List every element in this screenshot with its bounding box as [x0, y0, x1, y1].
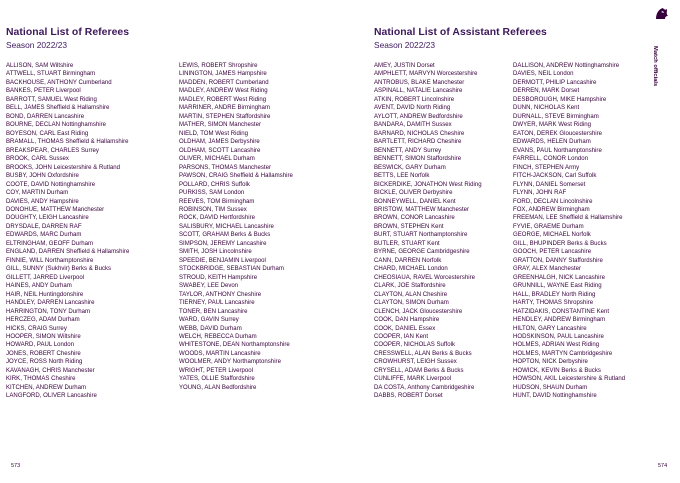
list-item: DUNN, NICHOLAS Kent	[513, 105, 580, 112]
list-item: WEBB, DAVID Durham	[179, 325, 242, 332]
list-item: FLYNN, DANIEL Somerset	[513, 181, 586, 188]
list-item: BICKERDIKE, JONATHON West Riding	[374, 181, 482, 188]
list-item: CHEOSIAUA, RAVEL Worcestershire	[374, 274, 475, 281]
list-item: SALISBURY, MICHAEL Lancashire	[179, 223, 274, 230]
list-item: HUNT, DAVID Nottinghamshire	[513, 393, 597, 400]
list-item: BOURNE, DECLAN Nottinghamshire	[6, 122, 107, 129]
list-item: DABBS, ROBERT Dorset	[374, 393, 443, 400]
list-item: HOLMES, ADRIAN West Riding	[513, 342, 600, 349]
list-item: FINNIE, WILL Northamptonshire	[6, 257, 94, 264]
list-item: CROWHURST, LEIGH Sussex	[374, 359, 457, 366]
list-item: FOX, ANDREW Birmingham	[513, 206, 590, 213]
list-item: CLAYTON, SIMON Durham	[374, 300, 449, 307]
list-item: CHARD, MICHAEL London	[374, 266, 448, 273]
list-item: HOWICK, KEVIN Berks & Bucks	[513, 367, 601, 374]
list-item: COOK, DANIEL Essex	[374, 325, 436, 332]
list-item: ROCK, DAVID Hertfordshire	[179, 215, 255, 222]
page-number-left: 573	[11, 463, 21, 469]
list-item: WELCH, REBECCA Durham	[179, 334, 257, 340]
list-item: HENDLEY, ANDREW Birmingham	[513, 317, 606, 324]
list-item: WRIGHT, PETER Liverpool	[179, 367, 254, 374]
list-item: BENNETT, ANDY Surrey	[374, 147, 442, 154]
list-item: SWABEY, LEE Devon	[179, 283, 239, 290]
list-item: POLLARD, CHRIS Suffolk	[179, 181, 250, 188]
assistants-column-2	[513, 62, 625, 401]
list-item: FLYNN, JOHN RAF	[513, 190, 567, 197]
list-item: BROWN, CONOR Lancashire	[374, 215, 455, 222]
list-item: CRESSWELL, ALAN Berks & Bucks	[374, 350, 472, 357]
list-item: HOLMES, MARTYN Cambridgeshire	[513, 350, 613, 357]
list-item: AYLOTT, ANDREW Bedfordshire	[374, 113, 463, 120]
list-item: GOOCH, PETER Lancashire	[513, 249, 592, 256]
list-item: CANN, DARREN Norfolk	[374, 257, 442, 264]
list-item: CRYSELL, ADAM Berks & Bucks	[374, 367, 464, 374]
list-item: HANDLEY, DARREN Lancashire	[6, 300, 95, 307]
list-item: HOOPER, SIMON Wiltshire	[6, 334, 81, 340]
list-item: SIMPSON, JEREMY Lancashire	[179, 240, 267, 247]
list-item: LININGTON, JAMES Hampshire	[179, 71, 267, 78]
list-item: HODSKINSON, PAUL Lancashire	[513, 334, 604, 340]
list-item: CUNLIFFE, MARK Liverpool	[374, 376, 452, 383]
list-item: DESBOROUGH, MIKE Hampshire	[513, 96, 607, 103]
list-item: TONER, BEN Lancashire	[179, 308, 248, 315]
list-item: MARRINER, ANDRE Birmingham	[179, 105, 270, 112]
list-item: TAYLOR, ANTHONY Cheshire	[179, 291, 262, 298]
list-item: BROWN, STEPHEN Kent	[374, 223, 444, 230]
list-item: FORD, DECLAN Lincolnshire	[513, 198, 593, 205]
list-item: YATES, OLLIE Staffordshire	[179, 376, 255, 383]
list-item: BETTS, LEE Norfolk	[374, 173, 430, 180]
list-item: DERMOTT, PHILIP Lancashire	[513, 79, 597, 86]
list-item: CLARK, JOE Staffordshire	[374, 283, 446, 290]
list-item: REEVES, TOM Birmingham	[179, 198, 255, 205]
list-item: HAINES, ANDY Durham	[6, 283, 72, 290]
list-item: DAVIES, NEIL London	[513, 71, 574, 78]
list-item: HOWARD, PAUL London	[6, 342, 75, 349]
list-item: SPEEDIE, BENJAMIN Liverpool	[179, 257, 266, 264]
list-item: OLDHAM, SCOTT Lancashire	[179, 147, 261, 154]
list-item: WOODS, MARTIN Lancashire	[179, 350, 261, 357]
list-item: BOYESON, CARL East Riding	[6, 130, 89, 137]
list-item: FREEMAN, LEE Sheffield & Hallamshire	[513, 215, 623, 222]
list-item: MADLEY, ROBERT West Riding	[179, 96, 267, 103]
assistants-column-1	[374, 62, 482, 401]
list-item: WHITESTONE, DEAN Northamptonshire	[179, 342, 290, 349]
list-item: DONOHUE, MATTHEW Manchester	[6, 206, 105, 213]
list-item: HALL, BRADLEY North Riding	[513, 291, 596, 298]
list-item: KITCHEN, ANDREW Durham	[6, 384, 87, 391]
list-item: SMITH, JOSH Lincolnshire	[179, 249, 252, 256]
list-item: BICKLE, OLIVER Derbyshire	[374, 190, 453, 197]
list-item: AMEY, JUSTIN Dorset	[374, 63, 435, 69]
list-item: ENGLAND, DARREN Sheffield & Hallamshire	[6, 249, 130, 256]
list-item: STOCKBRIDGE, SEBASTIAN Durham	[179, 266, 284, 273]
right-page	[340, 0, 680, 483]
list-item: OLDHAM, JAMES Derbyshire	[179, 139, 260, 146]
list-item: BREAKSPEAR, CHARLES Surrey	[6, 147, 99, 154]
list-item: COOTE, DAVID Nottinghamshire	[6, 181, 96, 188]
list-item: BURT, STUART Northamptonshire	[374, 232, 468, 239]
list-item: HERCZEG, ADAM Durham	[6, 317, 80, 324]
list-item: STROUD, KEITH Hampshire	[179, 274, 258, 281]
list-item: MATHER, SIMON Manchester	[179, 122, 262, 129]
list-item: HUDSON, SHAUN Durham	[513, 384, 588, 391]
assistants-season: Season 2022/23	[374, 40, 436, 50]
list-item: BROOK, CARL Sussex	[6, 156, 69, 163]
list-item: YOUNG, ALAN Bedfordshire	[179, 384, 257, 391]
referees-column-1	[6, 62, 129, 401]
list-item: OLIVER, MICHAEL Durham	[179, 156, 255, 163]
list-item: GILL, BHUPINDER Berks & Bucks	[513, 240, 607, 247]
list-item: BARROTT, SAMUEL West Riding	[6, 96, 97, 103]
list-item: BUSBY, JOHN Oxfordshire	[6, 173, 79, 180]
list-item: BENNETT, SIMON Staffordshire	[374, 156, 462, 163]
list-item: BARNARD, NICHOLAS Cheshire	[374, 130, 465, 137]
list-item: KAVANAGH, CHRIS Manchester	[6, 367, 95, 374]
list-item: EATON, DEREK Gloucestershire	[513, 130, 603, 137]
list-item: BRAMALL, THOMAS Sheffield & Hallamshire	[6, 139, 129, 146]
list-item: WARD, GAVIN Surrey	[179, 317, 239, 324]
list-item: FYVIE, GRAEME Durham	[513, 223, 584, 230]
list-item: DWYER, MARK West Riding	[513, 122, 591, 129]
list-item: HAIR, NEIL Huntingdonshire	[6, 291, 84, 298]
list-item: BUTLER, STUART Kent	[374, 240, 440, 247]
list-item: JOYCE, ROSS North Riding	[6, 359, 83, 366]
list-item: WOOLMER, ANDY Northamptonshire	[179, 359, 281, 366]
list-item: EDWARDS, HELEN Durham	[513, 139, 591, 146]
list-item: PURKISS, SAM London	[179, 190, 245, 197]
list-item: GILL, SUNNY (Sukhvir) Berks & Bucks	[6, 266, 112, 273]
list-item: BONNEYWELL, DANIEL Kent	[374, 198, 456, 205]
list-item: JONES, ROBERT Cheshire	[6, 350, 81, 357]
list-item: ROBINSON, TIM Sussex	[179, 206, 247, 213]
list-item: CLAYTON, ALAN Cheshire	[374, 291, 448, 298]
list-item: MADDEN, ROBERT Cumberland	[179, 79, 269, 86]
list-item: FARRELL, CONOR London	[513, 156, 589, 163]
list-item: BROOKS, JOHN Leicestershire & Rutland	[6, 164, 120, 171]
list-item: HICKS, CRAIG Surrey	[6, 325, 67, 332]
list-item: CLENCH, JACK Gloucestershire	[374, 308, 463, 315]
list-item: MARTIN, STEPHEN Staffordshire	[179, 113, 271, 120]
list-item: COY, MARTIN Durham	[6, 190, 69, 197]
list-item: PAWSON, CRAIG Sheffield & Hallamshire	[179, 173, 293, 180]
list-item: HATZIDAKIS, CONSTANTINE Kent	[513, 308, 610, 315]
list-item: FINCH, STEPHEN Army	[513, 164, 580, 171]
lion-crest-icon	[652, 4, 672, 24]
list-item: ANTROBUS, BLAKE Manchester	[374, 79, 465, 86]
list-item: DAVIES, ANDY Hampshire	[6, 198, 79, 205]
list-item: COOPER, IAN Kent	[374, 334, 429, 340]
list-item: DOUGHTY, LEIGH Lancashire	[6, 215, 89, 222]
list-item: BACKHOUSE, ANTHONY Cumberland	[6, 79, 112, 86]
list-item: BANDARA, DAMITH Sussex	[374, 122, 452, 129]
section-side-label: Match officials	[652, 46, 658, 87]
list-item: PARSONS, THOMAS Manchester	[179, 164, 272, 171]
list-item: LANGFORD, OLIVER Lancashire	[6, 393, 97, 400]
list-item: AVENT, DAVID North Riding	[374, 105, 451, 112]
list-item: BANKES, PETER Liverpool	[6, 88, 81, 95]
list-item: GILLETT, JARRED Liverpool	[6, 274, 85, 281]
list-item: BARTLETT, RICHARD Cheshire	[374, 139, 462, 146]
list-item: LEWIS, ROBERT Shropshire	[179, 63, 258, 69]
list-item: BELL, JAMES Sheffield & Hallamshire	[6, 105, 110, 112]
list-item: DERREN, MARK Dorset	[513, 88, 580, 95]
list-item: COOK, DAN Hampshire	[374, 317, 440, 324]
assistants-title: National List of Assistant Referees	[374, 27, 547, 38]
list-item: HILTON, GARY Lancashire	[513, 325, 587, 332]
list-item: EVANS, PAUL Northamptonshire	[513, 147, 602, 154]
list-item: HARRINGTON, TONY Durham	[6, 308, 91, 315]
list-item: DALLISON, ANDREW Nottinghamshire	[513, 63, 620, 69]
list-item: GREENHALGH, NICK Lancashire	[513, 274, 605, 281]
list-item: ELTRINGHAM, GEOFF Durham	[6, 240, 94, 247]
list-item: KIRK, THOMAS Cheshire	[6, 376, 76, 383]
list-item: DURNALL, STEVE Birmingham	[513, 113, 599, 120]
list-item: GRUNNILL, WAYNE East Riding	[513, 283, 602, 290]
referees-column-2	[179, 62, 293, 392]
list-item: BESWICK, GARY Durham	[374, 164, 446, 171]
list-item: FITCH-JACKSON, Carl Suffolk	[513, 173, 597, 180]
list-item: NIELD, TOM West Riding	[179, 130, 248, 137]
list-item: COOPER, NICHOLAS Suffolk	[374, 342, 456, 349]
list-item: TIERNEY, PAUL Lancashire	[179, 300, 255, 307]
list-item: BYRNE, GEORGE Cambridgeshire	[374, 249, 470, 256]
list-item: ASPINALL, NATALIE Lancashire	[374, 88, 463, 95]
list-item: HARTY, THOMAS Shropshire	[513, 300, 594, 307]
referees-season: Season 2022/23	[6, 40, 68, 50]
list-item: GRAY, ALEX Manchester	[513, 266, 582, 273]
list-item: SCOTT, GRAHAM Berks & Bucks	[179, 232, 271, 239]
list-item: DRYSDALE, DARREN RAF	[6, 223, 82, 230]
list-item: GEORGE, MICHAEL Norfolk	[513, 232, 591, 239]
list-item: ALLISON, SAM Wiltshire	[6, 63, 74, 69]
list-item: ATKIN, ROBERT Lincolnshire	[374, 96, 455, 103]
list-item: BRISTOW, MATTHEW Manchester	[374, 206, 470, 213]
list-item: MADLEY, ANDREW West Riding	[179, 88, 268, 95]
list-item: HOWSON, AKIL Leicestershire & Rutland	[513, 376, 626, 383]
list-item: EDWARDS, MARC Durham	[6, 232, 82, 239]
list-item: HOPTON, NICK Derbyshire	[513, 359, 588, 366]
list-item: AMPHLETT, MARVYN Worcestershire	[374, 71, 478, 78]
referees-title: National List of Referees	[6, 27, 130, 38]
list-item: ATTWELL, STUART Birmingham	[6, 71, 96, 78]
page-number-right: 574	[658, 463, 668, 469]
list-item: GRATTON, DANNY Staffordshire	[513, 257, 603, 264]
list-item: DA COSTA, Anthony Cambridgeshire	[374, 384, 475, 391]
list-item: BOND, DARREN Lancashire	[6, 113, 85, 120]
